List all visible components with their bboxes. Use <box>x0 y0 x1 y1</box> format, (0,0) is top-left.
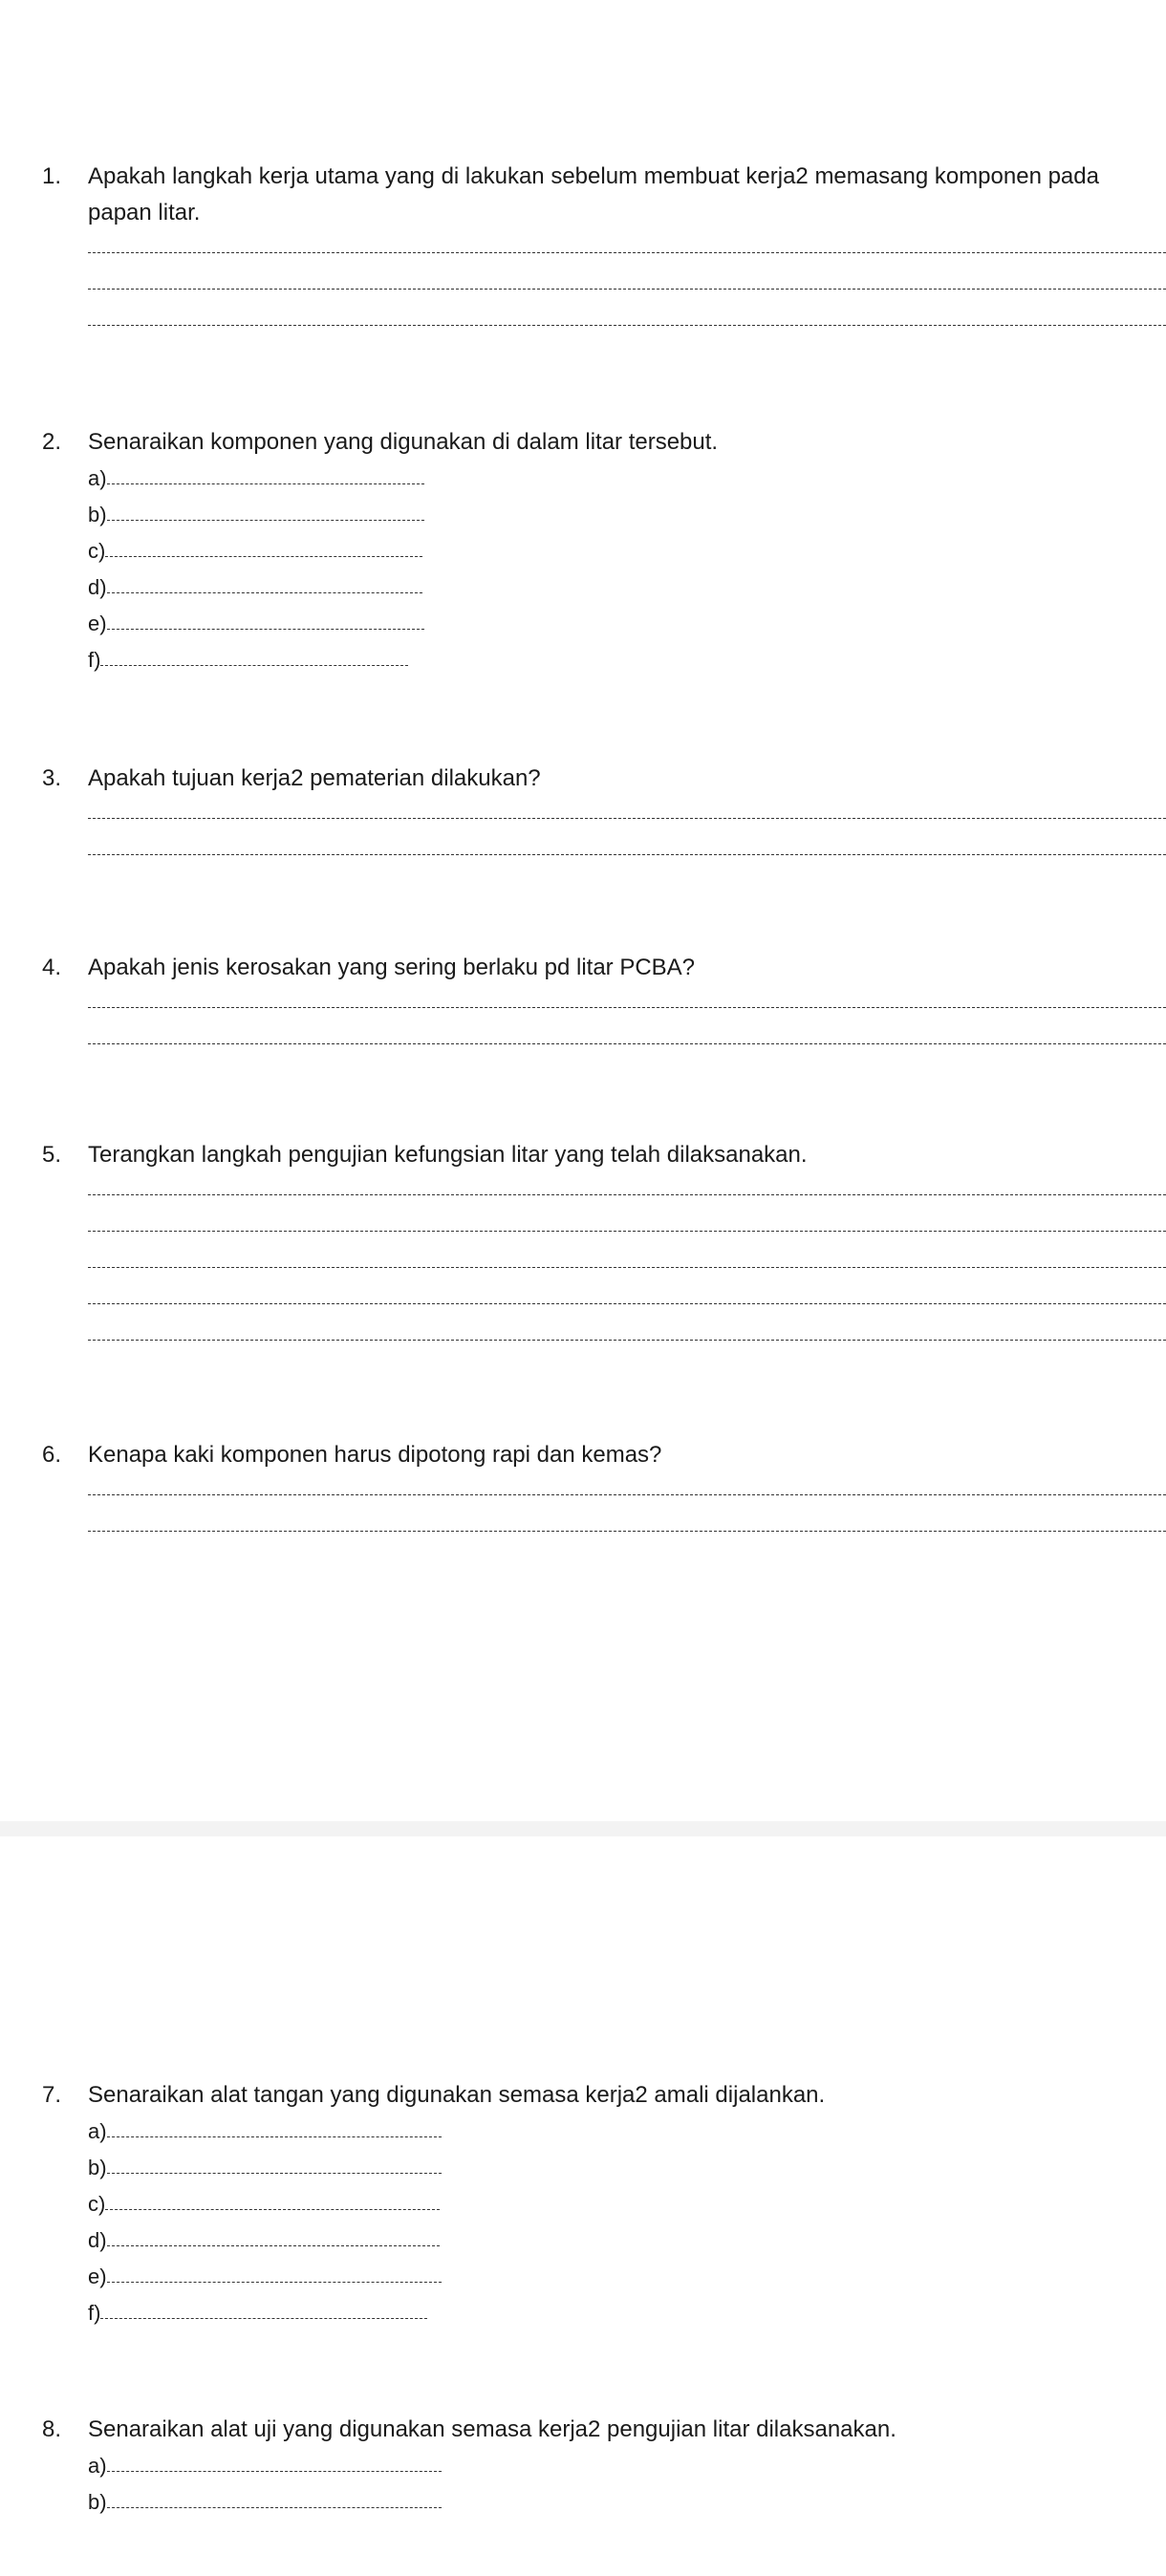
answer-line[interactable] <box>88 797 1166 833</box>
answer-lines <box>88 231 1166 340</box>
answer-item[interactable]: a) <box>88 461 1166 497</box>
question-text: Senaraikan alat tangan yang digunakan semasa kerja2 amali dijalankan. <box>88 2082 826 2108</box>
answer-line[interactable] <box>88 1022 1166 1059</box>
question-5 <box>42 1137 1166 1355</box>
answer-item[interactable]: c) <box>88 2186 1166 2222</box>
question-number: 7. <box>42 2082 62 2108</box>
answer-item[interactable]: e) <box>88 2259 1166 2295</box>
question-text: Kenapa kaki komponen harus dipotong rapi dan kemas? <box>88 1442 662 1468</box>
answer-lines <box>88 1473 1166 1546</box>
answer-item[interactable]: e) <box>88 606 1166 642</box>
answer-lines <box>88 986 1166 1059</box>
answer-item[interactable]: b) <box>88 2150 1166 2186</box>
answer-line[interactable] <box>88 268 1166 304</box>
question-1 <box>42 159 1166 340</box>
question-text: Senaraikan alat uji yang digunakan semasa kerja2 pengujian litar dilaksanakan. <box>88 2416 896 2442</box>
answer-line[interactable] <box>88 304 1166 340</box>
answer-item[interactable]: a) <box>88 2114 1166 2150</box>
answer-line[interactable] <box>88 1282 1166 1319</box>
question-text: Senaraikan komponen yang digunakan di dalam litar tersebut. <box>88 429 719 455</box>
answer-line[interactable] <box>88 1473 1166 1510</box>
question-number: 3. <box>42 765 62 791</box>
answer-item[interactable]: b) <box>88 2484 1166 2521</box>
question-4 <box>42 950 1166 1059</box>
question-number: 8. <box>42 2416 62 2442</box>
question-text: Apakah jenis kerosakan yang sering berlaku pd litar PCBA? <box>88 955 696 980</box>
answer-line[interactable] <box>88 1246 1166 1282</box>
answer-item[interactable]: d) <box>88 2222 1166 2259</box>
answer-line[interactable] <box>88 1319 1166 1355</box>
answer-item[interactable]: a) <box>88 2448 1166 2484</box>
answer-lines <box>88 1173 1166 1355</box>
answer-line[interactable] <box>88 986 1166 1022</box>
answer-item[interactable]: d) <box>88 569 1166 606</box>
question-3 <box>42 761 1166 869</box>
question-text: Apakah langkah kerja utama yang di lakukan sebelum membuat kerja2 memasang komponen pada papan litar. <box>88 163 1099 225</box>
question-text: Apakah tujuan kerja2 pematerian dilakukan? <box>88 765 541 791</box>
question-number: 4. <box>42 955 62 980</box>
answer-line[interactable] <box>88 833 1166 869</box>
answer-line[interactable] <box>88 1173 1166 1210</box>
answer-list <box>88 2448 1166 2521</box>
answer-list <box>88 2114 1166 2331</box>
answer-list <box>88 461 1166 678</box>
question-text: Terangkan langkah pengujian kefungsian litar yang telah dilaksanakan. <box>88 1142 808 1168</box>
answer-item[interactable]: c) <box>88 533 1166 569</box>
answer-line[interactable] <box>88 1510 1166 1546</box>
answer-item[interactable]: f) <box>88 642 1166 678</box>
answer-line[interactable] <box>88 231 1166 268</box>
page-separator <box>0 1821 1166 1836</box>
question-number: 1. <box>42 163 62 189</box>
question-7 <box>42 2077 1166 2331</box>
answer-item[interactable]: b) <box>88 497 1166 533</box>
question-number: 5. <box>42 1142 62 1168</box>
question-8 <box>42 2412 1166 2521</box>
question-6 <box>42 1437 1166 1546</box>
worksheet-page-2 <box>0 1836 1166 2576</box>
answer-line[interactable] <box>88 1210 1166 1246</box>
question-2 <box>42 424 1166 678</box>
answer-lines <box>88 797 1166 869</box>
answer-item[interactable]: f) <box>88 2295 1166 2331</box>
question-number: 2. <box>42 429 62 455</box>
question-number: 6. <box>42 1442 62 1468</box>
